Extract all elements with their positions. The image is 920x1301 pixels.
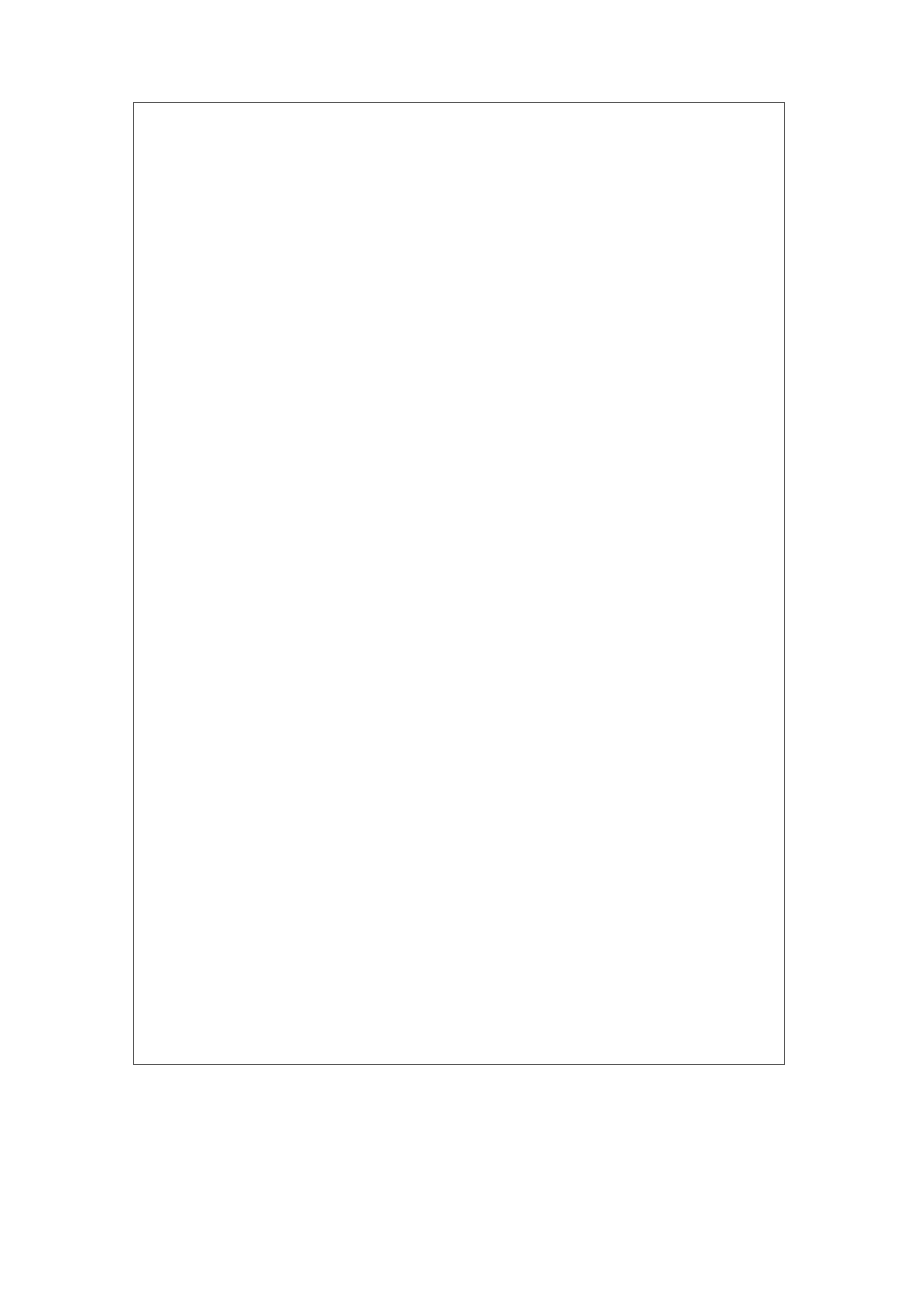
document-frame [133,102,785,1065]
